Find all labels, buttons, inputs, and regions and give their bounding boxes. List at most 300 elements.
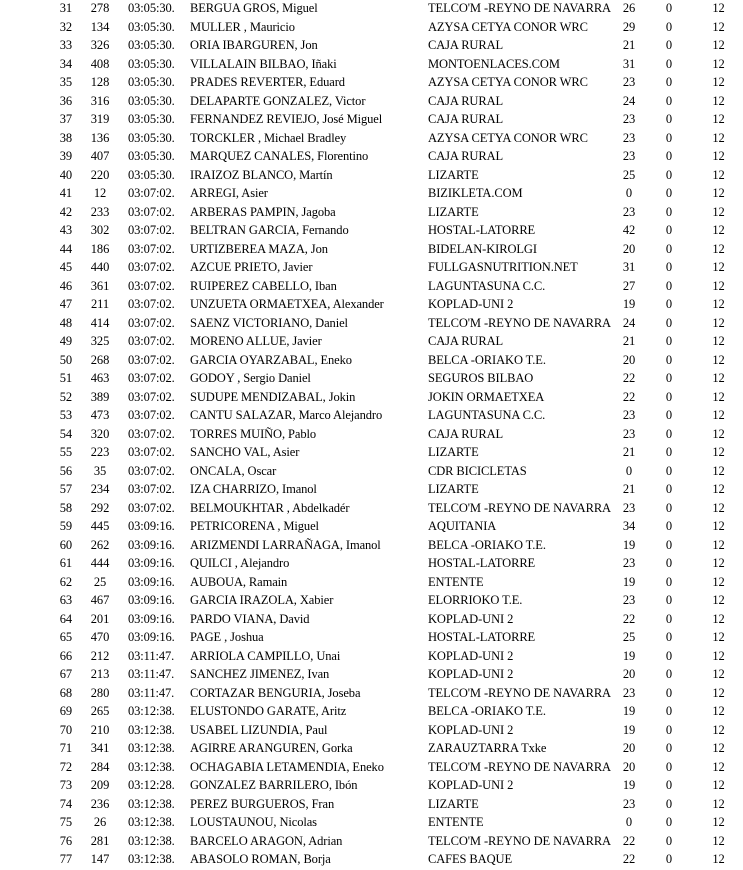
cell-bib: 445 <box>90 519 110 533</box>
cell-time: 03:05:30. <box>128 93 175 108</box>
table-row <box>0 795 743 814</box>
cell-team: LAGUNTASUNA C.C. <box>428 278 546 293</box>
cell-time: 03:12:38. <box>128 759 175 774</box>
cell-zero: 0 <box>665 389 673 404</box>
cell-points: 12 <box>712 482 725 496</box>
cell-zero: 0 <box>665 519 673 533</box>
cell-zero: 0 <box>665 741 673 755</box>
cell-bib: 467 <box>90 593 110 607</box>
cell-age: 23 <box>622 500 636 515</box>
cell-bib: 292 <box>90 500 110 515</box>
cell-rider: IZA CHARRIZO, Imanol <box>190 482 317 496</box>
cell-bib: 136 <box>90 130 110 145</box>
cell-team: KOPLAD-UNI 2 <box>428 778 514 792</box>
cell-rider: MORENO ALLUE, Javier <box>190 334 322 348</box>
cell-team: ZARAUZTARRA Txke <box>428 741 547 755</box>
cell-bib: 210 <box>90 722 110 737</box>
cell-time: 03:07:02. <box>128 315 175 330</box>
cell-rider: DELAPARTE GONZALEZ, Victor <box>190 93 366 108</box>
cell-time: 03:12:28. <box>128 778 175 792</box>
cell-time: 03:07:02. <box>128 204 175 219</box>
cell-points: 12 <box>712 611 725 626</box>
cell-zero: 0 <box>665 630 673 644</box>
cell-rank: 40 <box>59 167 72 182</box>
cell-age: 0 <box>625 463 633 478</box>
cell-points: 12 <box>712 833 725 848</box>
cell-bib: 234 <box>90 482 110 496</box>
cell-zero: 0 <box>665 315 673 330</box>
cell-zero: 0 <box>665 56 673 71</box>
cell-zero: 0 <box>665 833 673 848</box>
cell-age: 22 <box>622 852 636 866</box>
cell-points: 12 <box>712 167 725 182</box>
cell-team: FULLGASNUTRITION.NET <box>428 260 578 274</box>
cell-bib: 212 <box>90 648 110 663</box>
cell-team: KOPLAD-UNI 2 <box>428 297 514 311</box>
cell-age: 22 <box>622 611 636 626</box>
cell-bib: 278 <box>90 1 110 15</box>
table-row <box>0 36 743 55</box>
cell-team: TELCO'M -REYNO DE NAVARRA <box>428 833 611 848</box>
cell-rank: 56 <box>59 463 72 478</box>
table-row <box>0 462 743 481</box>
cell-bib: 201 <box>90 611 110 626</box>
cell-rank: 63 <box>59 593 72 607</box>
cell-zero: 0 <box>665 93 673 108</box>
cell-bib: 281 <box>90 833 110 848</box>
cell-team: AQUITANIA <box>428 519 497 533</box>
table-row <box>0 166 743 185</box>
cell-rider: QUILCI , Alejandro <box>190 556 290 570</box>
cell-team: LIZARTE <box>428 445 479 459</box>
table-row <box>0 554 743 573</box>
cell-zero: 0 <box>665 112 673 126</box>
cell-rank: 35 <box>59 75 72 89</box>
table-row <box>0 277 743 296</box>
cell-rank: 33 <box>59 38 72 52</box>
cell-bib: 320 <box>90 426 110 441</box>
cell-age: 24 <box>622 93 636 108</box>
cell-rank: 53 <box>59 408 72 422</box>
cell-rank: 74 <box>59 796 72 811</box>
cell-rank: 41 <box>59 186 72 200</box>
cell-points: 12 <box>712 852 725 866</box>
table-row <box>0 92 743 111</box>
cell-points: 12 <box>712 574 725 589</box>
table-row <box>0 480 743 499</box>
cell-age: 22 <box>622 371 636 385</box>
cell-zero: 0 <box>665 445 673 459</box>
cell-team: TELCO'M -REYNO DE NAVARRA <box>428 1 611 15</box>
cell-age: 25 <box>622 630 636 644</box>
cell-points: 12 <box>712 630 725 644</box>
cell-zero: 0 <box>665 685 673 700</box>
cell-age: 27 <box>622 278 636 293</box>
cell-bib: 147 <box>90 852 110 866</box>
cell-age: 20 <box>622 741 636 755</box>
cell-team: CAJA RURAL <box>428 334 504 348</box>
table-row <box>0 388 743 407</box>
cell-bib: 25 <box>93 574 107 589</box>
cell-bib: 209 <box>90 778 110 792</box>
cell-points: 12 <box>712 38 725 52</box>
cell-points: 12 <box>712 352 725 367</box>
cell-rider: LOUSTAUNOU, Nicolas <box>190 815 317 829</box>
cell-time: 03:05:30. <box>128 112 175 126</box>
table-row <box>0 332 743 351</box>
cell-rider: UNZUETA ORMAETXEA, Alexander <box>190 297 384 311</box>
cell-rank: 60 <box>59 537 72 552</box>
table-row <box>0 406 743 425</box>
cell-zero: 0 <box>665 852 673 866</box>
cell-rider: BELMOUKHTAR , Abdelkadér <box>190 500 350 515</box>
cell-points: 12 <box>712 93 725 108</box>
cell-rank: 49 <box>59 334 72 348</box>
cell-team: KOPLAD-UNI 2 <box>428 667 514 681</box>
cell-team: HOSTAL-LATORRE <box>428 630 536 644</box>
cell-team: LIZARTE <box>428 796 479 811</box>
cell-age: 21 <box>622 334 636 348</box>
cell-team: SEGUROS BILBAO <box>428 371 534 385</box>
cell-rider: TORRES MUIÑO, Pablo <box>190 426 317 441</box>
table-row <box>0 813 743 832</box>
cell-zero: 0 <box>665 149 673 163</box>
cell-rank: 58 <box>59 500 72 515</box>
cell-rider: MARQUEZ CANALES, Florentino <box>190 149 369 163</box>
cell-rider: OCHAGABIA LETAMENDIA, Eneko <box>190 759 384 774</box>
cell-rank: 76 <box>59 833 72 848</box>
cell-points: 12 <box>712 741 725 755</box>
cell-rank: 39 <box>59 149 72 163</box>
cell-zero: 0 <box>665 648 673 663</box>
cell-team: CAJA RURAL <box>428 426 504 441</box>
cell-time: 03:11:47. <box>128 667 175 681</box>
table-row <box>0 147 743 166</box>
table-row <box>0 73 743 92</box>
cell-bib: 233 <box>90 204 110 219</box>
cell-points: 12 <box>712 593 725 607</box>
cell-team: HOSTAL-LATORRE <box>428 223 536 237</box>
cell-rank: 38 <box>59 130 72 145</box>
cell-time: 03:05:30. <box>128 56 175 71</box>
cell-zero: 0 <box>665 722 673 737</box>
cell-bib: 35 <box>93 463 107 478</box>
cell-team: LIZARTE <box>428 482 479 496</box>
cell-team: BIZIKLETA.COM <box>428 186 523 200</box>
cell-team: TELCO'M -REYNO DE NAVARRA <box>428 685 611 700</box>
cell-rank: 75 <box>59 815 72 829</box>
cell-age: 23 <box>622 204 636 219</box>
cell-points: 12 <box>712 186 725 200</box>
cell-bib: 284 <box>90 759 110 774</box>
cell-age: 19 <box>622 648 636 663</box>
cell-zero: 0 <box>665 186 673 200</box>
cell-points: 12 <box>712 334 725 348</box>
cell-bib: 326 <box>90 38 110 52</box>
cell-age: 20 <box>622 667 636 681</box>
cell-points: 12 <box>712 759 725 774</box>
cell-points: 12 <box>712 223 725 237</box>
cell-bib: 440 <box>90 260 110 274</box>
cell-rider: PARDO VIANA, David <box>190 611 310 626</box>
cell-rank: 59 <box>59 519 72 533</box>
table-row <box>0 443 743 462</box>
cell-rider: GONZALEZ BARRILERO, Ibón <box>190 778 358 792</box>
cell-rider: BARCELO ARAGON, Adrian <box>190 833 343 848</box>
table-row <box>0 776 743 795</box>
cell-rank: 61 <box>59 556 72 570</box>
cell-time: 03:11:47. <box>128 648 175 663</box>
cell-points: 12 <box>712 408 725 422</box>
table-row <box>0 425 743 444</box>
cell-rider: AZCUE PRIETO, Javier <box>190 260 313 274</box>
cell-rider: GODOY , Sergio Daniel <box>190 371 311 385</box>
cell-time: 03:09:16. <box>128 593 175 607</box>
cell-time: 03:05:30. <box>128 167 175 182</box>
cell-age: 0 <box>625 186 633 200</box>
cell-bib: 444 <box>90 556 110 570</box>
cell-rank: 52 <box>59 389 72 404</box>
table-row <box>0 758 743 777</box>
cell-team: CAJA RURAL <box>428 112 504 126</box>
cell-zero: 0 <box>665 593 673 607</box>
cell-age: 23 <box>622 408 636 422</box>
cell-zero: 0 <box>665 482 673 496</box>
cell-rider: ARBERAS PAMPIN, Jagoba <box>190 204 336 219</box>
cell-points: 12 <box>712 19 725 34</box>
table-row <box>0 591 743 610</box>
cell-age: 21 <box>622 445 636 459</box>
cell-time: 03:07:02. <box>128 389 175 404</box>
cell-rank: 32 <box>59 19 72 34</box>
cell-time: 03:09:16. <box>128 519 175 533</box>
cell-team: CAJA RURAL <box>428 93 504 108</box>
cell-zero: 0 <box>665 19 673 34</box>
cell-rider: GARCIA IRAZOLA, Xabier <box>190 593 334 607</box>
cell-zero: 0 <box>665 334 673 348</box>
table-row <box>0 258 743 277</box>
cell-rider: MULLER , Mauricio <box>190 19 295 34</box>
cell-age: 31 <box>622 56 636 71</box>
cell-rider: URTIZBEREA MAZA, Jon <box>190 241 328 256</box>
cell-zero: 0 <box>665 352 673 367</box>
table-row <box>0 665 743 684</box>
cell-rider: ARREGI, Asier <box>190 186 268 200</box>
cell-rank: 71 <box>59 741 72 755</box>
cell-rider: RUIPEREZ CABELLO, Iban <box>190 278 337 293</box>
cell-points: 12 <box>712 56 725 71</box>
table-row <box>0 499 743 518</box>
cell-points: 12 <box>712 278 725 293</box>
cell-time: 03:07:02. <box>128 408 175 422</box>
cell-age: 23 <box>622 796 636 811</box>
cell-bib: 26 <box>93 815 107 829</box>
cell-age: 31 <box>622 260 636 274</box>
cell-bib: 236 <box>90 796 110 811</box>
cell-age: 23 <box>622 130 636 145</box>
cell-rider: PEREZ BURGUEROS, Fran <box>190 796 335 811</box>
cell-rank: 66 <box>59 648 72 663</box>
cell-rank: 57 <box>59 482 72 496</box>
cell-time: 03:07:02. <box>128 445 175 459</box>
cell-time: 03:07:02. <box>128 463 175 478</box>
cell-time: 03:07:02. <box>128 500 175 515</box>
cell-age: 23 <box>622 556 636 570</box>
cell-team: TELCO'M -REYNO DE NAVARRA <box>428 759 611 774</box>
cell-zero: 0 <box>665 38 673 52</box>
cell-rank: 70 <box>59 722 72 737</box>
cell-team: AZYSA CETYA CONOR WRC <box>428 19 588 34</box>
cell-age: 19 <box>622 574 636 589</box>
cell-bib: 408 <box>90 56 110 71</box>
cell-rank: 43 <box>59 223 72 237</box>
cell-bib: 463 <box>90 371 110 385</box>
cell-points: 12 <box>712 519 725 533</box>
cell-rider: SANCHEZ JIMENEZ, Ivan <box>190 667 330 681</box>
cell-age: 23 <box>622 75 636 89</box>
cell-time: 03:09:16. <box>128 537 175 552</box>
table-row <box>0 55 743 74</box>
cell-zero: 0 <box>665 130 673 145</box>
cell-rider: PRADES REVERTER, Eduard <box>190 75 345 89</box>
cell-points: 12 <box>712 500 725 515</box>
cell-points: 12 <box>712 130 725 145</box>
cell-points: 12 <box>712 722 725 737</box>
cell-age: 19 <box>622 537 636 552</box>
cell-time: 03:07:02. <box>128 334 175 348</box>
cell-bib: 211 <box>91 297 109 311</box>
cell-age: 23 <box>622 685 636 700</box>
cell-time: 03:09:16. <box>128 611 175 626</box>
cell-zero: 0 <box>665 260 673 274</box>
table-row <box>0 221 743 240</box>
cell-zero: 0 <box>665 704 673 718</box>
cell-points: 12 <box>712 1 725 15</box>
cell-time: 03:11:47. <box>128 685 175 700</box>
cell-time: 03:07:02. <box>128 352 175 367</box>
cell-rider: CANTU SALAZAR, Marco Alejandro <box>190 408 383 422</box>
cell-time: 03:05:30. <box>128 19 175 34</box>
cell-zero: 0 <box>665 297 673 311</box>
cell-team: CAJA RURAL <box>428 38 504 52</box>
table-row <box>0 832 743 851</box>
table-row <box>0 721 743 740</box>
cell-time: 03:05:30. <box>128 75 175 89</box>
cell-points: 12 <box>712 75 725 89</box>
cell-time: 03:05:30. <box>128 38 175 52</box>
cell-points: 12 <box>712 426 725 441</box>
cell-zero: 0 <box>665 408 673 422</box>
table-row <box>0 610 743 629</box>
cell-rider: ARIZMENDI LARRAÑAGA, Imanol <box>190 537 381 552</box>
table-row <box>0 129 743 148</box>
cell-zero: 0 <box>665 611 673 626</box>
cell-zero: 0 <box>665 574 673 589</box>
cell-rider: AGIRRE ARANGUREN, Gorka <box>190 741 353 755</box>
cell-time: 03:09:16. <box>128 574 175 589</box>
cell-zero: 0 <box>665 426 673 441</box>
cell-team: KOPLAD-UNI 2 <box>428 611 514 626</box>
cell-rank: 77 <box>59 852 72 866</box>
cell-zero: 0 <box>665 796 673 811</box>
cell-bib: 265 <box>90 704 110 718</box>
cell-age: 22 <box>622 389 636 404</box>
table-row <box>0 702 743 721</box>
cell-team: BELCA -ORIAKO T.E. <box>428 704 546 718</box>
cell-time: 03:07:02. <box>128 241 175 256</box>
cell-rank: 67 <box>59 667 72 681</box>
cell-zero: 0 <box>665 500 673 515</box>
cell-rank: 62 <box>59 574 72 589</box>
cell-team: BELCA -ORIAKO T.E. <box>428 352 546 367</box>
cell-age: 20 <box>622 352 636 367</box>
cell-time: 03:07:02. <box>128 371 175 385</box>
cell-zero: 0 <box>665 278 673 293</box>
cell-bib: 325 <box>90 334 110 348</box>
table-row <box>0 110 743 129</box>
cell-time: 03:12:38. <box>128 722 175 737</box>
cell-age: 23 <box>622 593 636 607</box>
cell-rank: 55 <box>59 445 72 459</box>
cell-points: 12 <box>712 149 725 163</box>
cell-age: 24 <box>622 315 636 330</box>
cell-rank: 73 <box>59 778 72 792</box>
cell-bib: 319 <box>90 112 110 126</box>
cell-team: KOPLAD-UNI 2 <box>428 648 514 663</box>
cell-bib: 128 <box>90 75 110 89</box>
cell-rider: SANCHO VAL, Asier <box>190 445 300 459</box>
cell-time: 03:12:38. <box>128 741 175 755</box>
cell-age: 42 <box>622 223 636 237</box>
cell-team: MONTOENLACES.COM <box>428 56 560 71</box>
cell-team: LIZARTE <box>428 204 479 219</box>
cell-points: 12 <box>712 204 725 219</box>
cell-rank: 31 <box>59 1 72 15</box>
cell-age: 29 <box>622 19 636 34</box>
cell-age: 22 <box>622 833 636 848</box>
cell-points: 12 <box>712 463 725 478</box>
cell-rider: SUDUPE MENDIZABAL, Jokin <box>190 389 356 404</box>
cell-points: 12 <box>712 260 725 274</box>
cell-rank: 54 <box>59 426 72 441</box>
cell-time: 03:05:30. <box>128 130 175 145</box>
cell-zero: 0 <box>665 1 673 15</box>
cell-age: 23 <box>622 112 636 126</box>
cell-zero: 0 <box>665 778 673 792</box>
cell-bib: 316 <box>90 93 110 108</box>
cell-time: 03:12:38. <box>128 852 175 866</box>
cell-time: 03:05:30. <box>128 1 175 15</box>
cell-bib: 361 <box>90 278 110 293</box>
cell-rider: ELUSTONDO GARATE, Aritz <box>190 704 347 718</box>
cell-rank: 51 <box>59 371 72 385</box>
cell-time: 03:07:02. <box>128 482 175 496</box>
cell-time: 03:07:02. <box>128 278 175 293</box>
cell-zero: 0 <box>665 241 673 256</box>
cell-time: 03:05:30. <box>128 149 175 163</box>
cell-points: 12 <box>712 371 725 385</box>
cell-bib: 134 <box>90 19 110 34</box>
cell-rider: ARRIOLA CAMPILLO, Unai <box>190 648 341 663</box>
cell-rider: FERNANDEZ REVIEJO, José Miguel <box>190 112 383 126</box>
cell-time: 03:07:02. <box>128 297 175 311</box>
cell-rider: VILLALAIN BILBAO, Iñaki <box>190 56 337 71</box>
cell-rank: 37 <box>59 112 72 126</box>
cell-bib: 186 <box>90 241 110 256</box>
cell-points: 12 <box>712 297 725 311</box>
cell-rank: 47 <box>59 297 72 311</box>
cell-rider: SAENZ VICTORIANO, Daniel <box>190 315 348 330</box>
